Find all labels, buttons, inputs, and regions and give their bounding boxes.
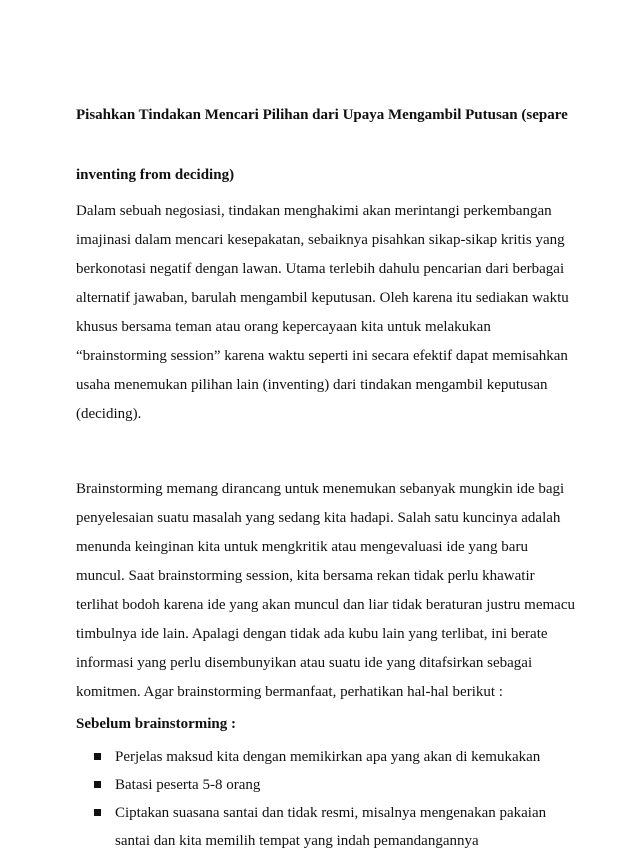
list-item-text: santai dan kita memilih tempat yang indah pemandangannya [115,833,479,849]
paragraph-1-line: imajinasi dalam mencari kesepakatan, sebaiknya pisahkan sikap-sikap kritis yang [76,232,565,248]
paragraph-1-line: alternatif jawaban, barulah mengambil keputusan. Oleh karena itu sediakan waktu [76,290,569,306]
section-heading-line-1: Pisahkan Tindakan Mencari Pilihan dari Upaya Mengambil Putusan (separe [76,107,568,123]
paragraph-1 [76,197,576,429]
paragraph-1-line: “brainstorming session” karena waktu seperti ini secara efektif dapat memisahkan [76,348,568,364]
paragraph-1-line: Dalam sebuah negosiasi, tindakan menghakimi akan merintangi perkembangan [76,203,552,219]
paragraph-2-line: muncul. Saat brainstorming session, kita bersama rekan tidak perlu khawatir [76,568,535,584]
section-heading-line-2: inventing from deciding) [76,167,235,183]
paragraph-2 [76,475,576,707]
paragraph-1-line: (deciding). [76,406,142,422]
document-page [76,70,576,855]
paragraph-2-line: penyelesaian suatu masalah yang sedang kita hadapi. Salah satu kuncinya adalah [76,510,561,526]
square-bullet-icon [94,781,101,788]
paragraph-2-line: terlihat bodoh karena ide yang akan muncul dan liar tidak beraturan justru memacu [76,597,575,613]
bullet-list [76,743,576,855]
list-item [76,799,576,855]
list-item-text: Batasi peserta 5-8 orang [115,777,261,793]
list-item-text: Ciptakan suasana santai dan tidak resmi, misalnya mengenakan pakaian [115,805,547,821]
square-bullet-icon [94,809,101,816]
paragraph-spacer [76,429,576,475]
list-item-text: Perjelas maksud kita dengan memikirkan apa yang akan di kemukakan [115,749,541,765]
list-item [76,771,576,799]
paragraph-2-line: komitmen. Agar brainstorming bermanfaat, perhatikan hal-hal berikut : [76,684,503,700]
paragraph-2-line: menunda keinginan kita untuk mengkritik atau mengevaluasi ide yang baru [76,539,528,555]
paragraph-1-line: usaha menemukan pilihan lain (inventing) dari tindakan mengambil keputusan [76,377,548,393]
paragraph-2-line: timbulnya ide lain. Apalagi dengan tidak ada kubu lain yang terlibat, ini berate [76,626,548,642]
paragraph-1-line: berkonotasi negatif dengan lawan. Utama terlebih dahulu pencarian dari berbagai [76,261,565,277]
paragraph-1-line: khusus bersama teman atau orang kepercayaan kita untuk melakukan [76,319,491,335]
square-bullet-icon [94,753,101,760]
section-heading [76,70,576,190]
subheading: Sebelum brainstorming : [76,716,237,732]
list-item [76,743,576,771]
paragraph-2-line: informasi yang perlu disembunyikan atau suatu ide yang ditafsirkan sebagai [76,655,533,671]
paragraph-2-line: Brainstorming memang dirancang untuk menemukan sebanyak mungkin ide bagi [76,481,565,497]
